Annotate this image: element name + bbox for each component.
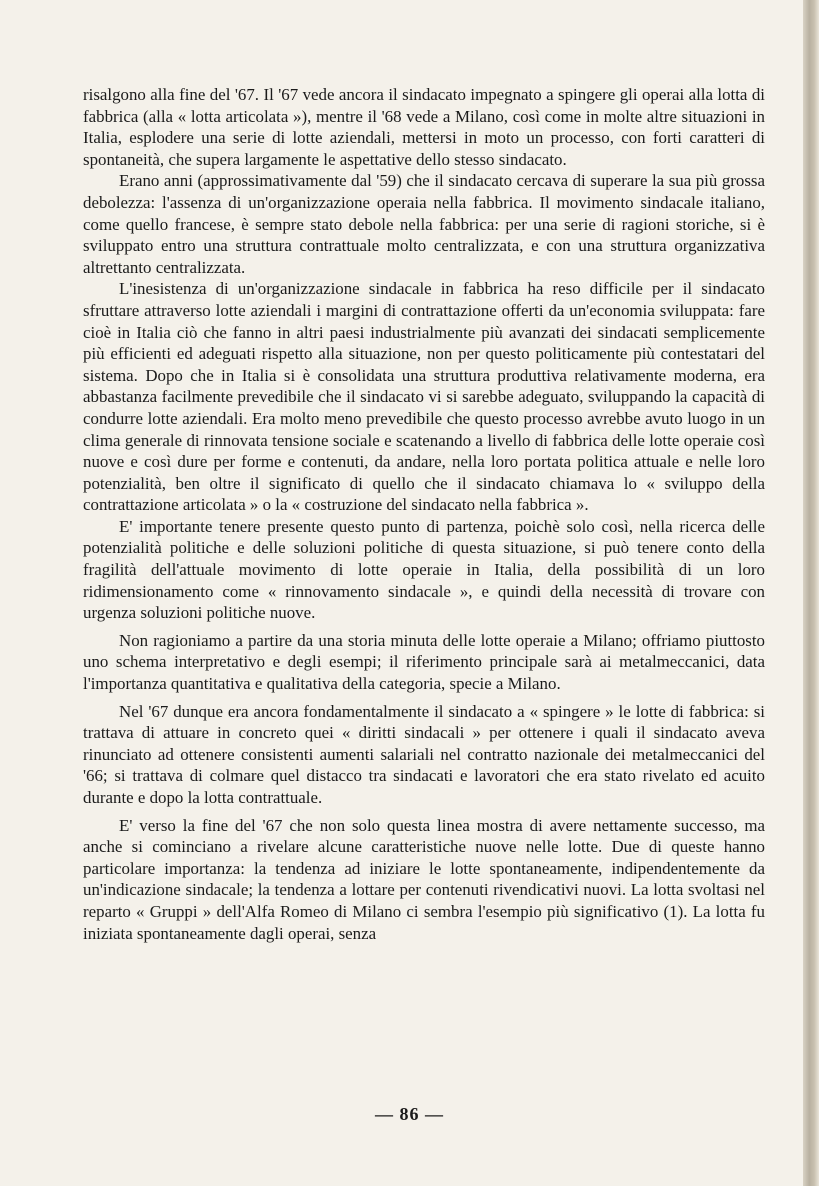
paragraph-5: Non ragioniamo a partire da una storia minuta delle lotte operaie a Milano; offriamo piuttosto uno schema interpretativo e degli esempi; il riferimento principale sarà ai metalmeccanici, data l'importanza quantitativa e qualitativa della categoria, specie a Milano. bbox=[83, 630, 765, 694]
paragraph-6: Nel '67 dunque era ancora fondamentalmente il sindacato a « spingere » le lotte di fabbrica: si trattava di attuare in concreto quei « diritti sindacali » per ottenere i quali il sindacato aveva rinunciato ad ottenere consistenti aumenti salariali nel contratto nazionale dei metalmeccanici del '66; si trattava di colmare quel distacco tra sindacati e lavoratori che era stato rivelato ed acuito durante e dopo la lotta contrattuale. bbox=[83, 701, 765, 807]
page-number: — 86 — bbox=[375, 1104, 444, 1124]
paragraph-7: E' verso la fine del '67 che non solo questa linea mostra di avere nettamente successo, ma anche si cominciano a rivelare alcune caratteristiche nuove nelle lotte. Due di queste hanno particolare importanza: la tendenza ad iniziare le lotte spontaneamente, indipendentemente da un'indicazione sindacale; la tendenza a lottare per contenuti rivendicativi nuovi. La lotta svoltasi nel reparto « Gruppi » dell'Alfa Romeo di Milano ci sembra l'esempio più significativo (1). La lotta fu iniziata spontaneamente dagli operai, senza bbox=[83, 815, 765, 943]
paragraph-3: L'inesistenza di un'organizzazione sindacale in fabbrica ha reso difficile per il sindacato sfruttare attraverso lotte aziendali i margini di contrattazione offerti da un'economia sviluppata: fare cioè in Italia ciò che fanno in altri paesi industrialmente più avanzati dei sindacati semplicemente più efficienti ed adeguati rispetto alla situazione, non per questo politicamente più contestatari del sistema. Dopo che in Italia si è consolidata una struttura produttiva relativamente moderna, era abbastanza facilmente prevedibile che il sindacato vi si sarebbe adeguato, sviluppando la capacità di condurre lotte aziendali. Era molto meno prevedibile che questo processo avrebbe avuto luogo in un clima generale di rinnovata tensione sociale e scatenando a livello di fabbrica delle lotte operaie così nuove e così dure per forme e contenuti, da andare, nella loro portata politica attuale e nelle loro potenzialità, ben oltre il significato di quello che il sindacato chiamava lo « sviluppo della contrattazione articolata » o la « costruzione del sindacato nella fabbrica ». bbox=[83, 279, 765, 515]
paragraph-4: E' importante tenere presente questo punto di partenza, poichè solo così, nella ricerca delle potenzialità politiche e delle soluzioni politiche di questa situazione, si può tenere conto della fragilità dell'attuale movimento di lotte operaie in Italia, della possibilità di un loro ridimensionamento come « rinnovamento sindacale », e quindi della necessità di trovare con urgenza soluzioni politiche nuove. bbox=[83, 516, 765, 623]
body-text bbox=[83, 84, 765, 944]
paragraph-2: Erano anni (approssimativamente dal '59) che il sindacato cercava di superare la sua più grossa debolezza: l'assenza di un'organizzazione operaia nella fabbrica. Il movimento sindacale italiano, come quello francese, è sempre stato debole nella fabbrica: per una serie di ragioni storiche, si è sviluppato entro una struttura contrattuale molto centralizzata, e con una struttura organizzativa altrettanto centralizzata. bbox=[83, 171, 765, 277]
paragraph-1: risalgono alla fine del '67. Il '67 vede ancora il sindacato impegnato a spingere gli operai alla lotta di fabbrica (alla « lotta articolata »), mentre il '68 vede a Milano, così come in molte altre situazioni in Italia, esplodere una serie di lotte aziendali, mettersi in moto un processo, con forti caratteri di spontaneità, che supera largamente le aspettative dello stesso sindacato. bbox=[83, 85, 765, 169]
page-edge-shadow bbox=[803, 0, 819, 1186]
